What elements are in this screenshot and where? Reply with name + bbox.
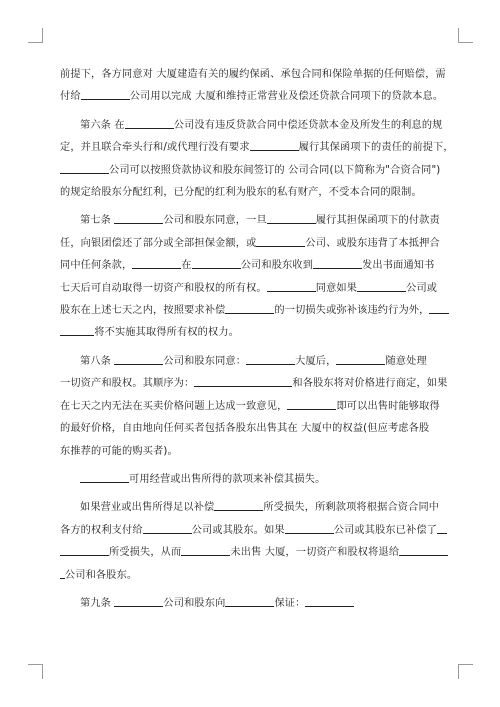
fill-in-blank: [287, 398, 336, 410]
paragraph-line: 定，并且联合牵头行和/或代理行没有要求 履行其保函项下的责任的前提下，: [60, 137, 442, 159]
fill-in-blank: [60, 162, 109, 174]
paragraph: [60, 593, 442, 615]
fill-in-blank: [132, 257, 181, 269]
fill-in-blank: [114, 353, 163, 365]
fill-in-blank: [214, 499, 263, 511]
fill-in-blank: [313, 257, 362, 269]
paragraph-line: 东推荐的可能的购买者)。: [60, 445, 178, 457]
paragraph-line: 第八条 公司和股东同意： 大厦后， 随意处理: [60, 351, 442, 373]
fill-in-blank: [225, 595, 274, 607]
fill-in-blank: [60, 324, 94, 336]
crop-mark-bottom-left: [28, 664, 43, 679]
fill-in-blank: [143, 522, 192, 534]
fill-in-blank: [225, 302, 274, 314]
fill-in-blank: [437, 522, 447, 534]
paragraph-line: 股东在上述七天之内，按照要求补偿 的一切损失或弥补该违约行为外，: [60, 300, 442, 322]
crop-mark-bottom-right: [458, 664, 473, 679]
paragraph-line: 公司可以按照贷款协议和股东间签订的 公司合同(以下简称为"合资合同"): [60, 160, 442, 182]
paragraph-line: 前提下，各方同意对 大厦建造有关的履约保函、承包合同和保险单据的任何赔偿，需: [60, 69, 446, 80]
paragraph-line: 第七条 公司和股东同意，一旦 履行其担保函项下的付款责: [60, 210, 442, 232]
fill-in-blank: [125, 117, 174, 129]
paragraph: [60, 115, 454, 205]
paragraph-line: 任，向银团偿还了部分或全部担保金额，或 公司、或股东违背了本抵押合: [60, 233, 442, 255]
paragraph: [60, 64, 446, 109]
fill-in-blank: [429, 302, 449, 314]
fill-in-blank: [194, 375, 292, 387]
fill-in-blank: [192, 257, 241, 269]
fill-in-blank: [60, 544, 109, 556]
fill-in-blank: [357, 280, 406, 292]
paragraph-line: 一切资产和股权。其顺序为： 和各股东将对价格进行商定，如果: [60, 373, 442, 395]
paragraph-line: 公司和各股东。: [60, 565, 442, 587]
paragraph-line: 在七天之内无法在买卖价格问题上达成一致意见， 即可以出售时能够取得: [60, 396, 442, 418]
paragraph-line: 第六条 在 公司没有违反贷款合同中偿还贷款本金及所发生的利息的规: [60, 115, 442, 137]
paragraph-line: 第九条 公司和股东向 保证：: [60, 593, 442, 615]
paragraph: [60, 497, 442, 587]
fill-in-blank: [256, 235, 305, 247]
paragraph-line: 所受损失，从而 未出售 大厦，一切资产和股权将退给: [60, 542, 442, 564]
fill-in-blank: [336, 353, 385, 365]
fill-in-blank: [114, 595, 163, 607]
paragraph-line: 的最好价格，自由地向任何买者包括各股东出售其在 大厦中的权益(但应考虑各股: [60, 423, 430, 435]
fill-in-blank: [60, 567, 65, 579]
fill-in-blank: [114, 212, 163, 224]
paragraph: [60, 210, 442, 344]
fill-in-blank: [246, 353, 295, 365]
paragraph: [60, 469, 442, 491]
paragraph-line: 各方的权利支付给 公司或其股东。如果 公司或其股东已补偿了: [60, 520, 442, 542]
fill-in-blank: [305, 595, 354, 607]
paragraph: [60, 351, 448, 463]
fill-in-blank: [267, 280, 316, 292]
paragraph-line: 将不实施其取得所有权的权力。: [60, 322, 442, 344]
document-body: [60, 64, 454, 621]
paragraph-line: 付给 公司用以完成 大厦和维持正常营业及偿还贷款合同项下的贷款本息。: [60, 86, 442, 108]
paragraph-line: 七天后可自动取得一切资产和股权的所有权。 同意如果 公司或: [60, 278, 442, 300]
fill-in-blank: [267, 212, 316, 224]
paragraph-line: 同中任何条款， 在 公司和股东收到 发出书面通知书: [60, 255, 442, 277]
fill-in-blank: [285, 522, 334, 534]
crop-mark-top-left: [28, 28, 43, 43]
fill-in-blank: [399, 544, 448, 556]
paragraph-line: 可用经营或出售所得的款项来补偿其损失。: [60, 469, 442, 491]
fill-in-blank: [81, 88, 130, 100]
fill-in-blank: [80, 471, 129, 483]
crop-mark-top-right: [458, 28, 473, 43]
paragraph-line: 如果营业或出售所得足以补偿 所受损失，所剩款项将根据合资合同中: [60, 497, 442, 519]
fill-in-blank: [181, 544, 230, 556]
paragraph-line: 的规定给股东分配红利，已分配的红利为股东的私有财产，不受本合同的限制。: [60, 187, 422, 199]
fill-in-blank: [250, 139, 299, 151]
